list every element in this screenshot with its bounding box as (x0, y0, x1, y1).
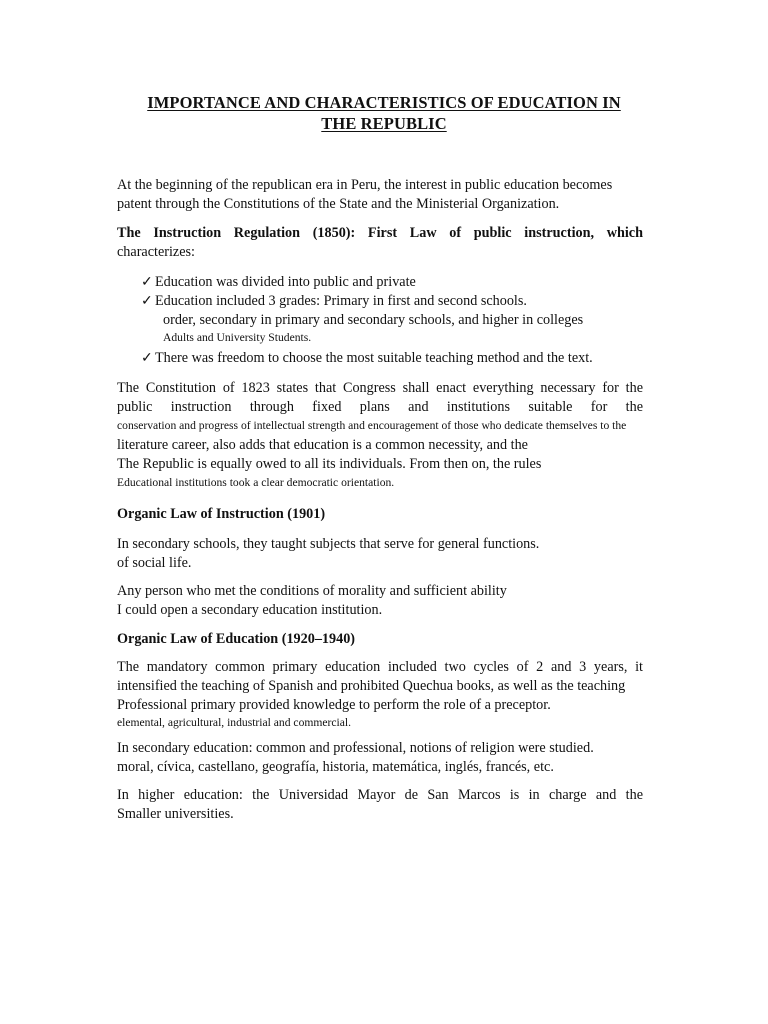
intro-paragraph (117, 176, 643, 214)
paragraph-line: Professional primary provided knowledge to perform the role of a preceptor. (117, 697, 551, 713)
list-item-subline: order, secondary in primary and secondary schools, and higher in colleges (163, 312, 584, 328)
paragraph-line-small: elemental, agricultural, industrial and commercial. (117, 716, 352, 729)
list-item-text: Education included 3 grades: Primary in first and second schools. (155, 293, 527, 309)
paragraph-line: intensified the teaching of Spanish and prohibited Quechua books, as well as the teaching (117, 678, 626, 694)
law-1901-paragraph-1 (117, 535, 643, 573)
constitution-1823-paragraph (117, 379, 643, 491)
regulation-1850-list (117, 273, 667, 368)
law-1901-heading: Organic Law of Instruction (1901) (117, 506, 326, 522)
document-title (121, 92, 647, 134)
title-line-1: IMPORTANCE AND CHARACTERISTICS OF EDUCATION IN (147, 93, 621, 112)
list-item-text: Education was divided into public and private (155, 274, 416, 290)
check-icon: ✓ (141, 293, 153, 309)
check-icon: ✓ (141, 274, 153, 290)
paragraph-line: In higher education: the Universidad Mayor de San Marcos is in charge and the (117, 787, 643, 803)
title-line-2: THE REPUBLIC (321, 114, 447, 133)
paragraph-line: Smaller universities. (117, 806, 234, 822)
paragraph-line: public instruction through fixed plans and institutions suitable for the (117, 399, 643, 415)
regulation-1850-tail: characterizes: (117, 244, 195, 260)
list-item-text: There was freedom to choose the most suitable teaching method and the text. (155, 350, 593, 366)
law-1920-paragraph-3 (117, 786, 643, 824)
list-item (141, 349, 667, 368)
law-1920-paragraph-2 (117, 739, 643, 777)
paragraph-line: The Republic is equally owed to all its individuals. From then on, the rules (117, 456, 542, 472)
paragraph-line: of social life. (117, 555, 192, 571)
law-1920-heading: Organic Law of Education (1920–1940) (117, 631, 356, 647)
paragraph-line: In secondary education: common and professional, notions of religion were studied. (117, 740, 594, 756)
law-1920-paragraph-1 (117, 658, 643, 731)
paragraph-line: The mandatory common primary education included two cycles of 2 and 3 years, it (117, 659, 643, 675)
intro-line: At the beginning of the republican era in Peru, the interest in public education becomes (117, 177, 613, 193)
paragraph-line-small: Educational institutions took a clear democratic orientation. (117, 476, 395, 489)
list-item (141, 292, 667, 346)
paragraph-line-small: conservation and progress of intellectual strength and encouragement of those who dedicate themselves to the (117, 419, 627, 432)
regulation-1850-heading: The Instruction Regulation (1850): First Law of public instruction, which (117, 225, 643, 241)
list-item (141, 273, 667, 292)
paragraph-line: In secondary schools, they taught subjects that serve for general functions. (117, 536, 540, 552)
paragraph-line: literature career, also adds that education is a common necessity, and the (117, 437, 528, 453)
intro-line: patent through the Constitutions of the State and the Ministerial Organization. (117, 196, 560, 212)
regulation-1850-paragraph (117, 224, 643, 262)
law-1901-paragraph-2 (117, 582, 643, 620)
paragraph-line: I could open a secondary education institution. (117, 602, 383, 618)
list-item-subline-small: Adults and University Students. (163, 331, 312, 344)
check-icon: ✓ (141, 350, 153, 366)
paragraph-line: Any person who met the conditions of morality and sufficient ability (117, 583, 507, 599)
paragraph-line: The Constitution of 1823 states that Congress shall enact everything necessary for the (117, 380, 643, 396)
paragraph-line: moral, cívica, castellano, geografía, historia, matemática, inglés, francés, etc. (117, 759, 554, 775)
